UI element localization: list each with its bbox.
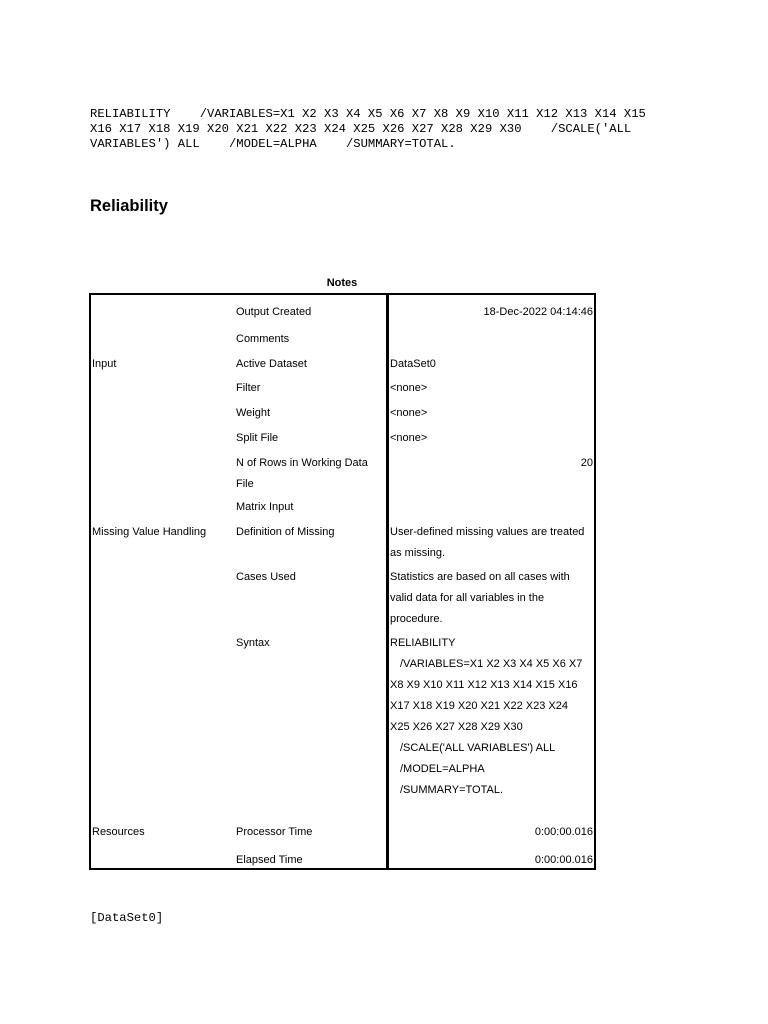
- row-label-weight: Weight: [236, 407, 271, 419]
- value-definition-of-missing: [390, 522, 593, 564]
- syntax-line: X17 X18 X19 X20 X21 X22 X23 X24: [390, 700, 568, 712]
- row-label-n-rows-line-2: File: [236, 478, 254, 490]
- row-label-processor-time: Processor Time: [236, 826, 313, 838]
- dataset-footer-label: [DataSet0]: [90, 911, 164, 925]
- syntax-line: X8 X9 X10 X11 X12 X13 X14 X15 X16: [390, 679, 578, 691]
- syntax-line: /SCALE('ALL VARIABLES') ALL: [400, 742, 556, 754]
- row-label-definition-of-missing: Definition of Missing: [236, 526, 335, 538]
- group-label-missing-value-handling: Missing Value Handling: [92, 526, 207, 538]
- row-label-filter: Filter: [236, 382, 261, 394]
- value-definition-line-2: as missing.: [390, 547, 446, 559]
- row-label-elapsed-time: Elapsed Time: [236, 854, 303, 866]
- value-split-file: <none>: [390, 432, 428, 444]
- value-filter: <none>: [390, 382, 428, 394]
- table-title: Notes: [326, 277, 358, 289]
- syntax-line: /SUMMARY=TOTAL.: [400, 784, 503, 796]
- value-elapsed-time: 0:00:00.016: [534, 854, 593, 866]
- value-output-created: 18-Dec-2022 04:14:46: [483, 306, 593, 318]
- value-cases-used-line-1: Statistics are based on all cases with: [390, 571, 570, 583]
- value-active-dataset: DataSet0: [390, 358, 436, 370]
- page-title: Reliability: [90, 197, 168, 215]
- syntax-line: X25 X26 X27 X28 X29 X30: [390, 721, 523, 733]
- value-processor-time: 0:00:00.016: [534, 826, 593, 838]
- notes-table: [89, 293, 596, 870]
- value-definition-line-1: User-defined missing values are treated: [390, 526, 585, 538]
- row-label-matrix-input: Matrix Input: [236, 501, 294, 513]
- syntax-line: /VARIABLES=X1 X2 X3 X4 X5 X6 X7: [400, 658, 583, 670]
- group-label-input: Input: [92, 358, 117, 370]
- group-label-resources: Resources: [92, 826, 145, 838]
- syntax-command-text: RELIABILITY /VARIABLES=X1 X2 X3 X4 X5 X6 X7 X8 X9 X10 X11 X12 X13 X14 X15 X16 X17 X18 X19 X20 X21 X22 X23 X24 X25 X26 X27 X28 X29 X30 /SCALE('ALL VARIABLES') ALL /MODEL=ALPHA /SUMMARY=TOTAL.: [90, 107, 646, 151]
- value-n-rows: 20: [580, 457, 593, 469]
- row-label-split-file: Split File: [236, 432, 279, 444]
- value-cases-used: [390, 567, 593, 630]
- row-label-n-rows-line-1: N of Rows in Working Data: [236, 457, 368, 469]
- row-label-comments: Comments: [236, 333, 290, 345]
- value-cases-used-line-3: procedure.: [390, 613, 443, 625]
- column-divider: [386, 295, 389, 868]
- value-cases-used-line-2: valid data for all variables in the: [390, 592, 545, 604]
- syntax-line: RELIABILITY: [390, 637, 456, 649]
- value-syntax: [390, 633, 593, 801]
- row-label-n-rows: [236, 453, 381, 495]
- row-label-syntax: Syntax: [236, 637, 270, 649]
- row-label-cases-used: Cases Used: [236, 571, 296, 583]
- row-label-output-created: Output Created: [236, 306, 312, 318]
- row-label-active-dataset: Active Dataset: [236, 358, 307, 370]
- syntax-line: /MODEL=ALPHA: [400, 763, 485, 775]
- value-weight: <none>: [390, 407, 428, 419]
